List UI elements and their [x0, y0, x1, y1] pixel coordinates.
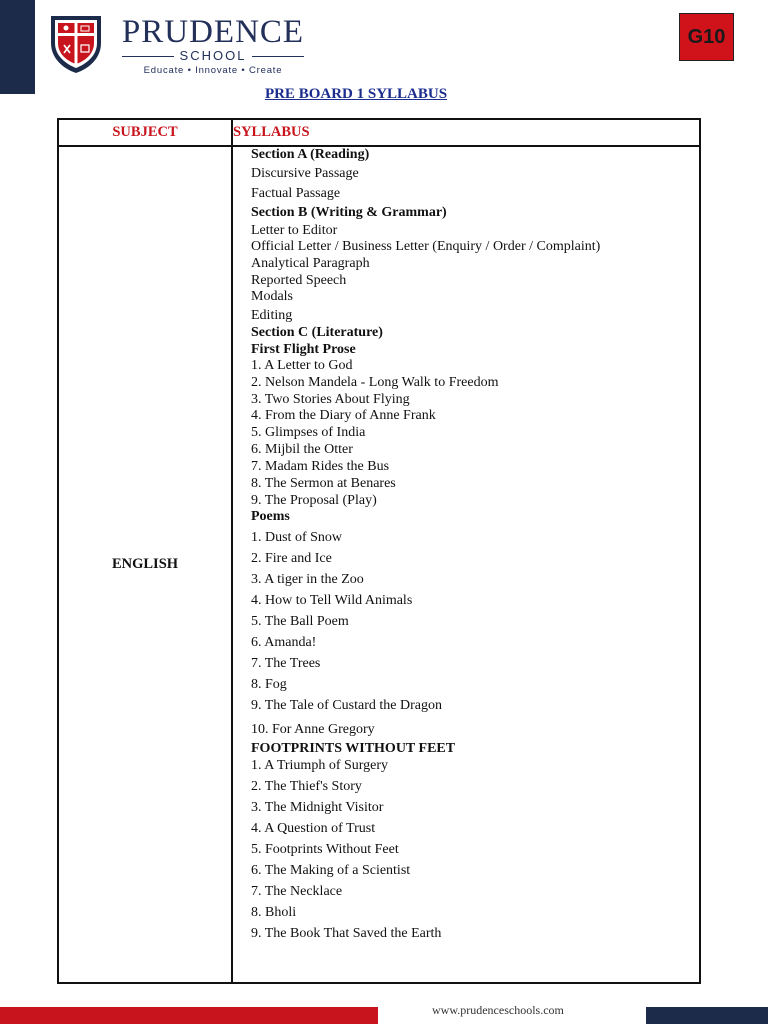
list-item: 9. The Proposal (Play) [251, 493, 377, 508]
syllabus-cell [232, 146, 700, 983]
footer-navy-bar [646, 1007, 768, 1024]
brand-tagline: Educate • Innovate • Create [143, 65, 283, 76]
table-row [58, 146, 700, 983]
list-item: Factual Passage [251, 186, 341, 201]
list-item: Discursive Passage [251, 166, 359, 181]
section-heading: Section C (Literature) [251, 325, 383, 340]
list-item: 4. How to Tell Wild Animals [251, 593, 413, 608]
left-rule [122, 56, 174, 57]
brand-name: PRUDENCE [121, 14, 305, 50]
list-item: Modals [251, 289, 293, 304]
list-item: 9. The Book That Saved the Earth [251, 926, 442, 941]
list-item: 2. The Thief's Story [251, 779, 362, 794]
list-item: 4. From the Diary of Anne Frank [251, 408, 436, 423]
list-item: 3. A tiger in the Zoo [251, 572, 364, 587]
list-item: 2. Nelson Mandela - Long Walk to Freedom [251, 375, 499, 390]
list-item: Analytical Paragraph [251, 256, 370, 271]
list-item: Reported Speech [251, 273, 347, 288]
list-item: 6. The Making of a Scientist [251, 863, 411, 878]
list-item: 1. Dust of Snow [251, 530, 343, 545]
list-item: 3. Two Stories About Flying [251, 392, 410, 407]
brand-subtitle [113, 48, 313, 64]
list-item: 5. Footprints Without Feet [251, 842, 399, 857]
list-item: 3. The Midnight Visitor [251, 800, 384, 815]
list-item: 7. The Trees [251, 656, 321, 671]
list-item: 8. Bholi [251, 905, 297, 920]
section-heading: Section B (Writing & Grammar) [251, 205, 447, 220]
subject-cell: ENGLISH [58, 146, 232, 983]
list-item: 10. For Anne Gregory [251, 722, 375, 737]
list-item: 1. A Letter to God [251, 358, 353, 373]
subject-header: SUBJECT [58, 119, 232, 146]
table-header-row [58, 119, 700, 146]
list-item: 7. The Necklace [251, 884, 343, 899]
list-item: Official Letter / Business Letter (Enquiry / Order / Complaint) [251, 239, 601, 254]
section-heading: FOOTPRINTS WITHOUT FEET [251, 741, 456, 756]
school-logo [48, 13, 313, 79]
section-heading: Poems [251, 509, 290, 524]
list-item: 7. Madam Rides the Bus [251, 459, 390, 474]
list-item: 1. A Triumph of Surgery [251, 758, 389, 773]
footer-red-bar [0, 1007, 378, 1024]
section-heading: Section A (Reading) [251, 147, 370, 162]
grade-badge: G10 [679, 13, 734, 61]
left-navy-bar [0, 0, 35, 94]
footer-url: www.prudenceschools.com [432, 1003, 564, 1017]
list-item: 6. Mijbil the Otter [251, 442, 353, 457]
syllabus-table [57, 118, 701, 984]
list-item: 8. Fog [251, 677, 287, 692]
document-title: PRE BOARD 1 SYLLABUS [264, 86, 448, 102]
list-item: 4. A Question of Trust [251, 821, 376, 836]
brand-sub-text: SCHOOL [179, 48, 247, 63]
list-item: 8. The Sermon at Benares [251, 476, 396, 491]
syllabus-header: SYLLABUS [232, 119, 700, 146]
section-heading: First Flight Prose [251, 342, 356, 357]
school-crest-icon [48, 13, 104, 75]
right-rule [252, 56, 304, 57]
list-item: 5. Glimpses of India [251, 425, 366, 440]
list-item: 2. Fire and Ice [251, 551, 332, 566]
list-item: Editing [251, 308, 293, 323]
list-item: 6. Amanda! [251, 635, 317, 650]
list-item: 9. The Tale of Custard the Dragon [251, 698, 442, 713]
list-item: Letter to Editor [251, 223, 338, 238]
list-item: 5. The Ball Poem [251, 614, 349, 629]
